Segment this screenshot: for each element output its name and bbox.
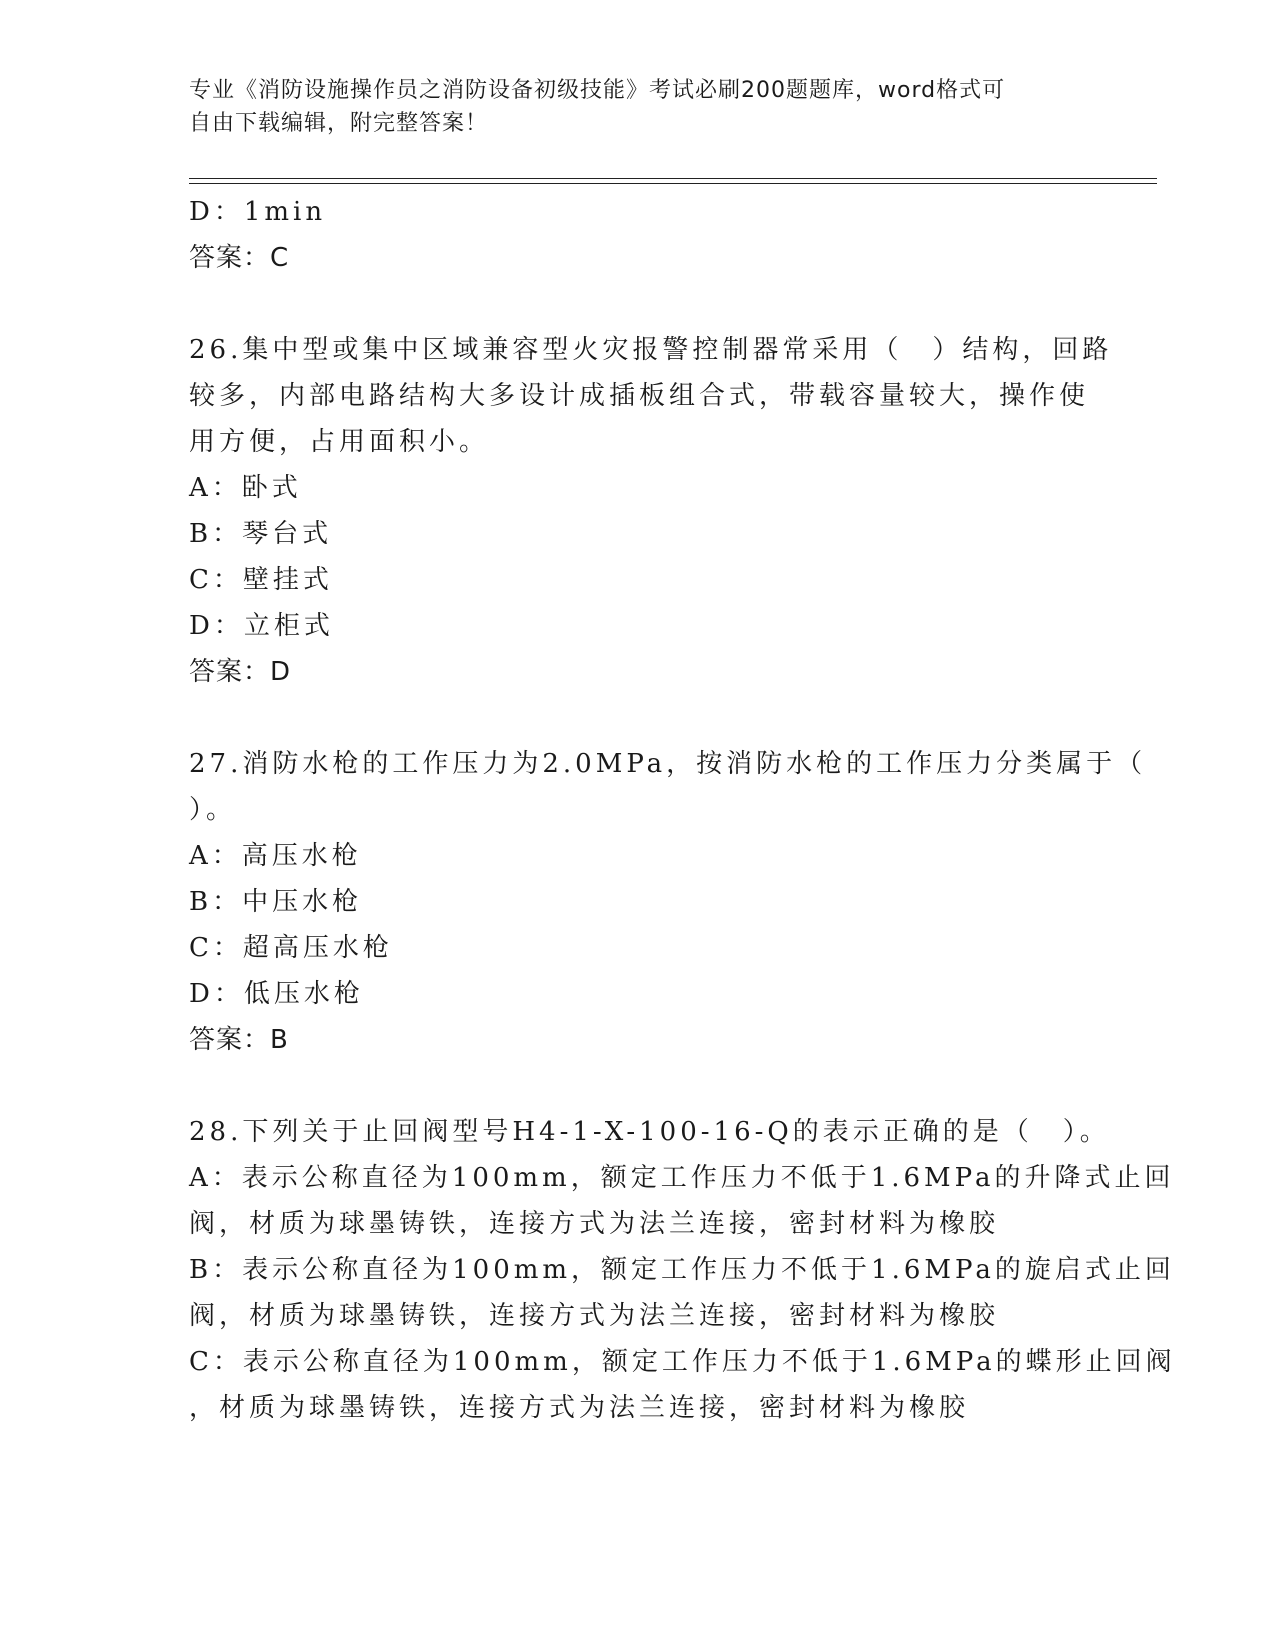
header-line-2: 自由下载编辑，附完整答案！ [189,111,489,136]
answer-line: 答案：D [189,657,292,687]
option-c: C：超高压水枪 [189,933,393,963]
option-a: A：卧式 [189,473,302,503]
option-b: B：表示公称直径为100mm，额定工作压力不低于1.6MPa的旋启式止回 [189,1255,1175,1285]
question-stem-line: ）。 [189,795,237,825]
question-26 [189,327,1113,695]
option-b: B：琴台式 [189,519,333,549]
option-b-continued: 阀，材质为球墨铸铁，连接方式为法兰连接，密封材料为橡胶 [189,1301,1000,1331]
answer-line: 答案：C [189,243,290,273]
question-27 [189,741,1147,1063]
option-d: D：1min [189,197,327,227]
answer-line: 答案：B [189,1025,289,1055]
option-d: D：立柜式 [189,611,334,641]
header-line-1: 专业《消防设施操作员之消防设备初级技能》考试必刷200题题库，word格式可 [189,78,1006,103]
option-c: C：壁挂式 [189,565,333,595]
question-stem-line: 用方便，占用面积小。 [189,427,490,457]
question-stem-line: 28.下列关于止回阀型号H4-1-X-100-16-Q的表示正确的是（ ）。 [189,1117,1110,1147]
header-divider-top [189,178,1157,179]
page-header [189,74,1089,140]
option-c-continued: ，材质为球墨铸铁，连接方式为法兰连接，密封材料为橡胶 [189,1393,970,1423]
option-d: D：低压水枪 [189,979,364,1009]
question-stem-line: 27.消防水枪的工作压力为2.0MPa，按消防水枪的工作压力分类属于（ [189,749,1147,779]
option-a-continued: 阀，材质为球墨铸铁，连接方式为法兰连接，密封材料为橡胶 [189,1209,1000,1239]
page-content [189,189,1176,1431]
option-a: A：表示公称直径为100mm，额定工作压力不低于1.6MPa的升降式止回 [189,1163,1175,1193]
header-divider-bottom [189,183,1157,184]
question-28 [189,1109,1176,1431]
option-c: C：表示公称直径为100mm，额定工作压力不低于1.6MPa的蝶形止回阀 [189,1347,1176,1377]
question-stem-line: 较多，内部电路结构大多设计成插板组合式，带载容量较大，操作使 [189,381,1090,411]
previous-question-tail [189,189,1089,281]
option-a: A：高压水枪 [189,841,362,871]
option-b: B：中压水枪 [189,887,363,917]
question-stem-line: 26.集中型或集中区域兼容型火灾报警控制器常采用（ ）结构，回路 [189,335,1113,365]
